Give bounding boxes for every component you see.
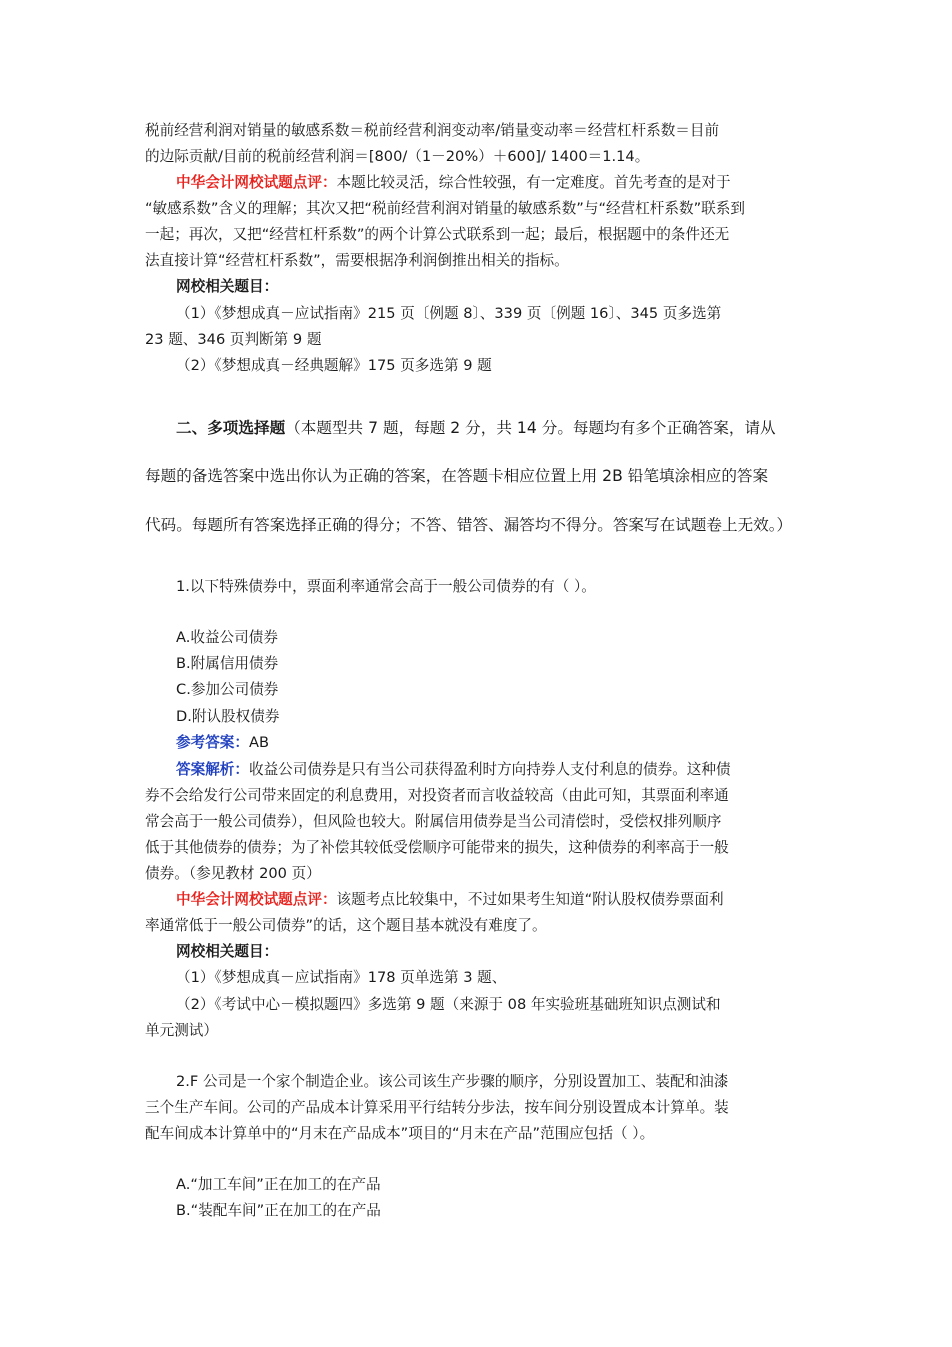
q1-related-label: 网校相关题目： (176, 943, 279, 960)
comment-label: 中华会计网校试题点评： (176, 174, 337, 191)
section-instructions: （本题型共 7 题，每题 2 分，共 14 分。每题均有多个正确答案，请从 (285, 419, 776, 437)
comment-line-4: 法直接计算“经营杠杆系数”，需要根据净利润倒推出相关的指标。 (145, 252, 569, 269)
q1-related-item-2-line-1: （2）《考试中心－模拟题四》多选第 9 题（来源于 08 年实验班基础班知识点测试和 (176, 996, 721, 1013)
q1-comment-line-2: 率通常低于一般公司债券”的话，这个题目基本就没有难度了。 (145, 917, 547, 934)
question-2-option-a: A.“加工车间”正在加工的在产品 (176, 1176, 381, 1193)
analysis-label: 答案解析： (176, 761, 249, 778)
q1-related-item-1: （1）《梦想成真－应试指南》178 页单选第 3 题、 (176, 969, 507, 986)
q1-related-item-2-line-2: 单元测试） (145, 1022, 218, 1039)
question-2-option-b: B.“装配车间”正在加工的在产品 (176, 1202, 381, 1219)
analysis-text: 收益公司债券是只有当公司获得盈利时方向持券人支付利息的债券。这种债 (248, 761, 731, 778)
analysis-line-3: 常会高于一般公司债券），但风险也较大。附属信用债券是当公司清偿时，受偿权排列顺序 (145, 813, 722, 830)
answer-value: AB (248, 734, 269, 751)
question-1-option-c: C.参加公司债券 (176, 681, 279, 698)
comment-line-1 (176, 173, 731, 193)
question-1-stem: 1.以下特殊债券中，票面利率通常会高于一般公司债券的有（ ）。 (176, 578, 596, 595)
question-2-stem-line-3: 配车间成本计算单中的“月末在产品成本”项目的“月末在产品”范围应包括（ ）。 (145, 1125, 655, 1142)
q1-comment-line-1 (176, 890, 724, 910)
related-label: 网校相关题目： (176, 278, 279, 295)
analysis-line-1 (176, 760, 731, 780)
comment-line-3: 一起；再次，又把“经营杠杆系数”的两个计算公式联系到一起；最后，根据题中的条件还无 (145, 226, 730, 243)
related-item-1-line-2: 23 题、346 页判断第 9 题 (145, 331, 322, 348)
related-item-2: （2）《梦想成真－经典题解》175 页多选第 9 题 (176, 357, 492, 374)
formula-line-1: 税前经营利润对销量的敏感系数＝税前经营利润变动率/销量变动率＝经营杠杆系数＝目前 (145, 122, 720, 139)
formula-line-2: 的边际贡献/目前的税前经营利润＝[800/（1－20%）＋600]/ 1400＝1.14。 (145, 148, 650, 165)
analysis-line-2: 券不会给发行公司带来固定的利息费用，对投资者而言收益较高（由此可知，其票面利率通 (145, 787, 729, 804)
section-title: 二、多项选择题 (176, 419, 286, 437)
question-2-stem-line-2: 三个生产车间。公司的产品成本计算采用平行结转分步法，按车间分别设置成本计算单。装 (145, 1099, 729, 1116)
q1-comment-label: 中华会计网校试题点评： (176, 891, 337, 908)
comment-text: 本题比较灵活，综合性较强，有一定难度。首先考查的是对于 (336, 174, 731, 191)
section-title-line-1 (176, 418, 776, 438)
question-1-option-b: B.附属信用债券 (176, 655, 279, 672)
answer-label: 参考答案： (176, 734, 249, 751)
analysis-line-5: 债券。（参见教材 200 页） (145, 865, 321, 882)
analysis-line-4: 低于其他债券的债券；为了补偿其较低受偿顺序可能带来的损失，这种债券的利率高于一般 (145, 839, 729, 856)
question-1-option-d: D.附认股权债券 (176, 708, 280, 725)
question-1-option-a: A.收益公司债券 (176, 629, 278, 646)
comment-line-2: “敏感系数”含义的理解；其次又把“税前经营利润对销量的敏感系数”与“经营杠杆系数”联系到 (145, 200, 745, 217)
related-item-1-line-1: （1）《梦想成真－应试指南》215 页〔例题 8〕、339 页〔例题 16〕、345 页多选第 (176, 305, 722, 322)
q1-comment-text: 该题考点比较集中，不过如果考生知道“附认股权债券票面利 (336, 891, 724, 908)
question-2-stem-line-1: 2.F 公司是一个家个制造企业。该公司该生产步骤的顺序，分别设置加工、装配和油漆 (176, 1073, 729, 1090)
section-instructions-line-3: 代码。每题所有答案选择正确的得分；不答、错答、漏答均不得分。答案写在试题卷上无效。） (145, 516, 793, 534)
question-1-answer (176, 733, 269, 753)
section-instructions-line-2: 每题的备选答案中选出你认为正确的答案，在答题卡相应位置上用 2B 铅笔填涂相应的答案 (145, 467, 769, 485)
